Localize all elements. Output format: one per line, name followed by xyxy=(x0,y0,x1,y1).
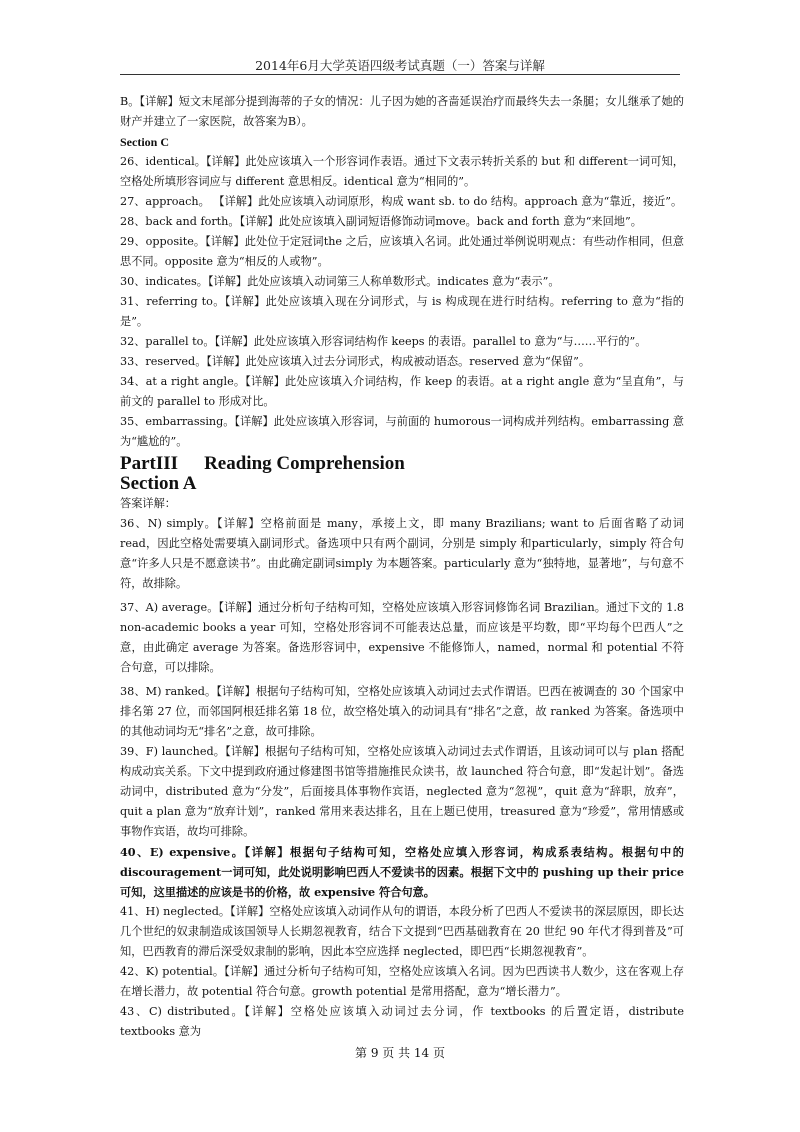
answer-33: 33、reserved。【详解】此处应该填入过去分词形式，构成被动语态。reserved 意为“保留”。 xyxy=(120,355,591,368)
answer-26: 26、identical。【详解】此处应该填入一个形容词作表语。通过下文表示转折关系的 but 和 different一词可知，空格处所填形容词应与 different 意思相反。identical 意为“相同的”。 xyxy=(120,155,684,188)
answer-29: 29、opposite。【详解】此处位于定冠词the 之后，应该填入名词。此处通过举例说明观点：有些动作相同，但意思不同。opposite 意为“相反的人或物”。 xyxy=(120,235,684,268)
part-label: PartIII xyxy=(120,453,179,474)
answer-41: 41、H) neglected。【详解】空格处应该填入动词作从句的谓语，本段分析了巴西人不爱读书的深层原因，即长达几个世纪的奴隶制造成该国领导人长期忽视教育，结合下文提到“巴西基础教育在 20 世纪 90 年代才得到普及”可知，巴西教育的滞后深受奴隶制的影响，因此本空应选择 neglected，即巴西“长期忽视教育”。 xyxy=(120,905,684,958)
page-content xyxy=(120,92,684,1042)
answer-36: 36、N) simply。【详解】空格前面是 many，承接上文，即 many Brazilians; want to 后面省略了动词 read，因此空格处需要填入副词形式。备选项中只有两个副词，分别是 simply 和particularly，simply 符合句意“许多人只是不愿意读书”。由此确定副词simply 为本题答案。particularly 意为“独特地，显著地”，与句意不符，故排除。 xyxy=(120,517,684,590)
answer-42: 42、K) potential。【详解】通过分析句子结构可知，空格处应该填入名词。因为巴西读书人数少，这在客观上存在增长潜力，故 potential 符合句意。growth potential 是常用搭配，意为“增长潜力”。 xyxy=(120,965,684,998)
answers-label: 答案详解： xyxy=(120,497,176,510)
page-header: 2014年6月大学英语四级考试真题（一）答案与详解 xyxy=(255,58,545,73)
part-heading xyxy=(120,454,684,474)
answer-43: 43、C) distributed。【详解】空格处应该填入动词过去分词，作 textbooks 的后置定语，distribute textbooks 意为 xyxy=(120,1005,684,1038)
page-footer: 第 9 页 共 14 页 xyxy=(355,1046,445,1060)
answer-28: 28、back and forth。【详解】此处应该填入副词短语修饰动词move。back and forth 意为“来回地”。 xyxy=(120,215,642,228)
section-a-heading: Section A xyxy=(120,473,197,494)
answer-37: 37、A) average。【详解】通过分析句子结构可知，空格处应该填入形容词修饰名词 Brazilian。通过下文的 1.8 non-academic books a year 可知，空格处形容词不可能表达总量，而应该是平均数，即“平均每个巴西人”之意，由此确定 average 为答案。备选形容词中，expensive 不能修饰人，named，normal 和 potential 不符合句意，可以排除。 xyxy=(120,601,684,674)
section-c-heading: Section C xyxy=(120,135,169,149)
answer-27: 27、approach。 【详解】此处应该填入动词原形，构成 want sb. to do 结构。approach 意为“靠近，接近”。 xyxy=(120,195,683,208)
answer-35: 35、embarrassing。【详解】此处应该填入形容词，与前面的 humorous一词构成并列结构。embarrassing 意为“尴尬的”。 xyxy=(120,415,684,448)
answer-39: 39、F) launched。【详解】根据句子结构可知，空格处应该填入动词过去式作谓语，且该动词可以与 plan 搭配构成动宾关系。下文中提到政府通过修建图书馆等措施推民众读书，故 launched 符合句意，即“发起计划”。备选动词中，distributed 意为“分发”，后面接具体事物作宾语，neglected 意为“忽视”，quit 意为“辞职，放弃”，quit a plan 意为“放弃计划”，ranked 常用来表达排名，且在上题已使用，treasured 意为“珍爱”，常用情感或事物作宾语，故均可排除。 xyxy=(120,745,684,838)
answer-38: 38、M) ranked。【详解】根据句子结构可知，空格处应该填入动词过去式作谓语。巴西在被调查的 30 个国家中排名第 27 位，而邻国阿根廷排名第 18 位，故空格处填入的动词具有“排名”之意，故 ranked 为答案。备选项中的其他动词均无“排名”之意，故可排除。 xyxy=(120,685,684,738)
answer-32: 32、parallel to。【详解】此处应该填入形容词结构作 keeps 的表语。parallel to 意为“与……平行的”。 xyxy=(120,335,647,348)
header-rule xyxy=(120,74,680,75)
answer-31: 31、referring to。【详解】此处应该填入现在分词形式，与 is 构成现在进行时结构。referring to 意为“指的是”。 xyxy=(120,295,684,328)
answer-34: 34、at a right angle。【详解】此处应该填入介词结构，作 keep 的表语。at a right angle 意为“呈直角”，与前文的 parallel to 形成对比。 xyxy=(120,375,684,408)
part-title: Reading Comprehension xyxy=(204,453,405,474)
intro-paragraph: B。【详解】短文末尾部分提到海蒂的子女的情况：儿子因为她的吝啬延误治疗而最终失去一条腿；女儿继承了她的财产并建立了一家医院，故答案为B）。 xyxy=(120,95,684,128)
answer-40: 40、E) expensive。【详解】根据句子结构可知，空格处应填入形容词，构成系表结构。根据句中的 discouragement一词可知，此处说明影响巴西人不爱读书的因素。根据下文中的 pushing up their price 可知，这里描述的应该是书的价格，故 expensive 符合句意。 xyxy=(120,845,684,899)
answer-30: 30、indicates。【详解】此处应该填入动词第三人称单数形式。indicates 意为“表示”。 xyxy=(120,275,560,288)
